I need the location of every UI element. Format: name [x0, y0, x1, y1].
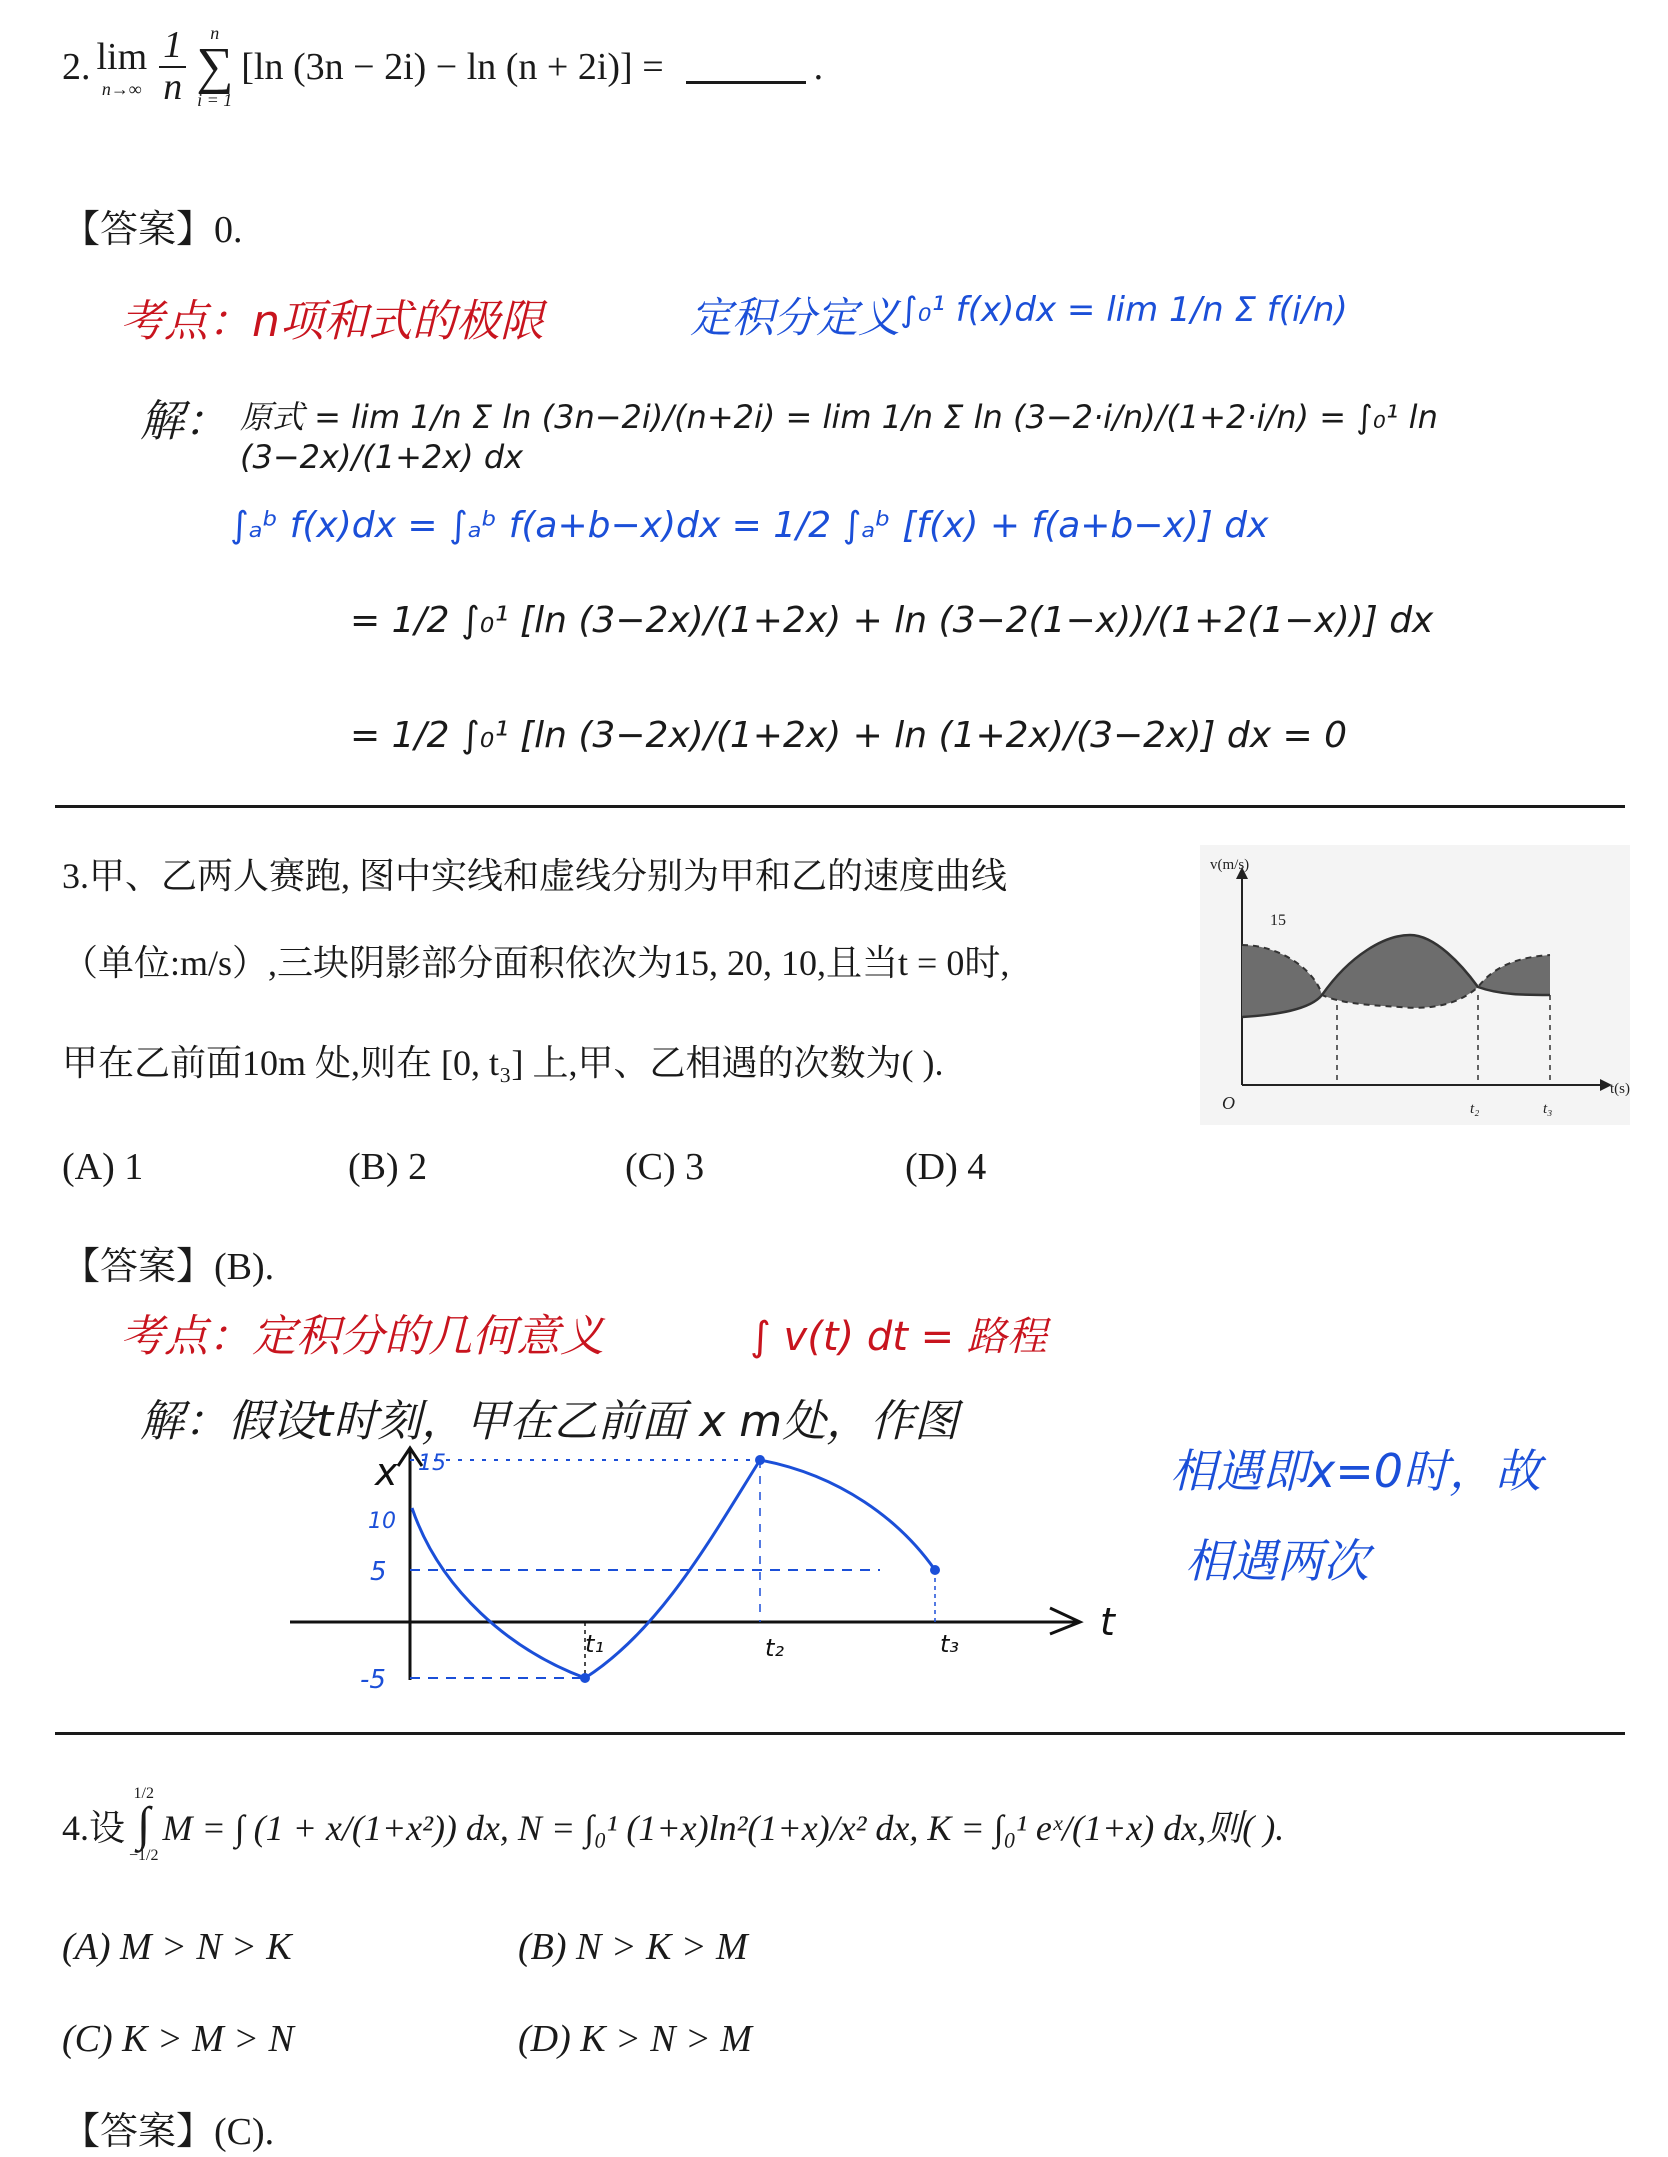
hw3-note2: 相遇两次 — [1185, 1534, 1369, 1588]
answer4: 【答案】(C). — [62, 2111, 275, 2153]
q3-option-b[interactable]: (B) 2 — [348, 1146, 428, 1188]
hw3-note1: 相遇即x=0时，故 — [1170, 1444, 1542, 1498]
q2-number: 2. — [62, 46, 91, 88]
hw2-definition-formula: ∫₀¹ f(x)dx = lim 1/n Σ f(i/n) — [900, 290, 1348, 330]
hw2-topic: 考点：n项和式的极限 — [120, 296, 544, 347]
q2-limit: lim n→∞ — [96, 35, 148, 99]
hw3-solution: 解：假设t时刻，甲在乙前面 x m处，作图 — [140, 1396, 959, 1447]
q4-option-c[interactable]: (C) K > M > N — [62, 2018, 294, 2060]
hw2-line2: = 1/2 ∫₀¹ [ln (3−2x)/(1+2x) + ln (3−2(1−x))/(1+2(1−x))] dx — [350, 600, 1434, 641]
q3-line1: 3.甲、乙两人赛跑, 图中实线和虚线分别为甲和乙的速度曲线 — [62, 856, 1008, 896]
graph-x-label: x — [375, 1450, 398, 1494]
point-t3-end — [930, 1565, 940, 1575]
t3-label: t₃ — [1543, 1101, 1553, 1117]
hw2-line3: = 1/2 ∫₀¹ [ln (3−2x)/(1+2x) + ln (1+2x)/(3−2x)] dx = 0 — [350, 715, 1347, 756]
sigma-symbol: ∑ — [196, 37, 234, 95]
graph-label-15: 15 — [418, 1451, 446, 1476]
value-15-label: 15 — [1270, 912, 1286, 929]
graph-label-10: 10 — [368, 1509, 396, 1534]
q4-option-a[interactable]: (A) M > N > K — [62, 1926, 292, 1968]
graph-t1-label: t₁ — [585, 1630, 605, 1658]
q3-line2: （单位:m/s）,三块阴影部分面积依次为15, 20, 10,且当t = 0时, — [62, 943, 1010, 983]
hw2-solution-label: 解： — [140, 396, 228, 447]
hw2-line1: 原式 = lim 1/n Σ ln (3n−2i)/(n+2i) = lim 1/n Σ ln (3−2·i/n)/(1+2·i/n) = ∫₀¹ ln (3−2x)/(1+2x) dx — [240, 398, 1438, 476]
y-axis-label: v(m/s) — [1210, 857, 1250, 873]
answer3: 【答案】(B). — [62, 1246, 275, 1288]
point-t1-min — [580, 1673, 590, 1683]
x-axis-label: t(s) — [1610, 1081, 1630, 1097]
graph-t3-label: t₃ — [940, 1630, 960, 1658]
hw3-topic: 考点：定积分的几何意义 — [120, 1311, 604, 1362]
divider-2 — [55, 1732, 1625, 1735]
q3-option-c[interactable]: (C) 3 — [625, 1146, 705, 1188]
hw3-position-graph — [280, 1440, 1180, 1700]
graph-label-5: 5 — [370, 1557, 387, 1587]
q3-velocity-figure — [1200, 845, 1630, 1125]
hw3-formula: ∫ v(t) dt = 路程 — [750, 1314, 1047, 1360]
divider-1 — [55, 805, 1625, 808]
q2-statement: 2. lim n→∞ $\frac{1}{n}$ n ∑ i = 1 [ln (3n − 2i) − ln (n + 2i)] = . — [62, 22, 824, 111]
hw2-property: ∫ₐᵇ f(x)dx = ∫ₐᵇ f(a+b−x)dx = 1/2 ∫ₐᵇ [f(x) + f(a+b−x)] dx — [230, 505, 1269, 546]
q4-option-d[interactable]: (D) K > N > M — [518, 2018, 752, 2060]
q3-option-d[interactable]: (D) 4 — [905, 1146, 987, 1188]
q4-m-bounds: 1/2 ∫ −1/2 — [129, 1785, 159, 1864]
q3-line3: 甲在乙前面10m 处,则在 [0, t₃] 上,甲、乙相遇的次数为( ). — [62, 1043, 944, 1083]
q3-option-a[interactable]: (A) 1 — [62, 1146, 144, 1188]
origin-label: O — [1222, 1093, 1235, 1113]
q4-option-b[interactable]: (B) N > K > M — [518, 1926, 748, 1968]
q2-answer-blank — [686, 51, 806, 84]
point-t2-max — [755, 1455, 765, 1465]
graph-t-label: t — [1100, 1600, 1115, 1644]
q2-fraction: $\frac{1}{n}$ — [159, 26, 186, 108]
hw2-definition-label: 定积分定义 — [690, 293, 901, 342]
t2-label: t₂ — [1470, 1101, 1480, 1117]
graph-label-neg5: -5 — [360, 1665, 386, 1695]
q2-sum: n ∑ i = 1 — [196, 22, 234, 111]
q4-statement: 4.设 1/2 ∫ −1/2 M = ∫ (1 + x/(1+x²)) dx, N = ∫₀¹ (1+x)ln²(1+x)/x² dx, K = ∫₀¹ eˣ/(1+x) dx,则( ). — [62, 1785, 1285, 1864]
graph-t2-label: t₂ — [765, 1634, 785, 1662]
answer2: 【答案】0. — [62, 209, 243, 251]
